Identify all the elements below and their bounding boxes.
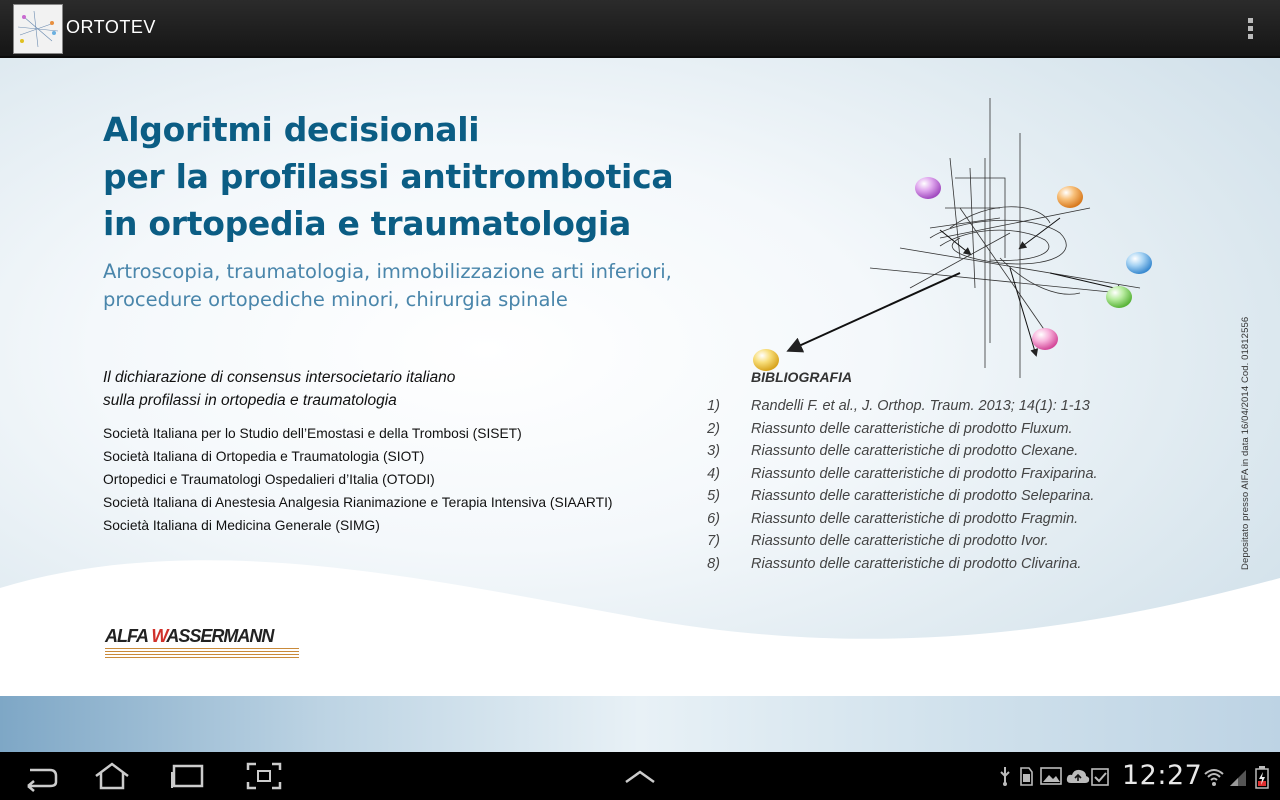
chevron-up-icon[interactable]: [622, 760, 658, 792]
battery-icon: [1254, 766, 1270, 790]
recent-apps-icon[interactable]: [168, 760, 208, 792]
app-title: ORTOTEV: [66, 17, 156, 37]
bibliography-number: 2): [707, 420, 720, 437]
consensus-line: sulla profilassi in ortopedia e traumatologia: [103, 392, 397, 409]
bibliography-number: 3): [707, 443, 720, 459]
logo-stripes: [105, 648, 299, 660]
society-item: Società Italiana per lo Studio dell’Emostasi e della Trombosi (SISET): [103, 426, 522, 441]
yellow-sphere: [753, 349, 779, 371]
societies-list: [103, 422, 613, 537]
consensus-statement: [103, 366, 455, 412]
orange-sphere: [1057, 186, 1083, 208]
home-icon[interactable]: [92, 760, 132, 792]
bibliography-text: Riassunto delle caratteristiche di prodotto Fluxum.: [751, 420, 1073, 437]
bibliography-text: Riassunto delle caratteristiche di prodotto Clexane.: [751, 443, 1079, 459]
status-clock: 12:27: [1122, 760, 1203, 791]
bibliography-text: Riassunto delle caratteristiche di prodotto Ivor.: [751, 533, 1049, 549]
bibliography-number: 1): [707, 398, 720, 414]
bibliography-number: 4): [707, 465, 720, 482]
society-item: Società Italiana di Medicina Generale (SIMG): [103, 518, 380, 533]
bibliography-text: Riassunto delle caratteristiche di prodotto Fragmin.: [751, 510, 1079, 527]
title-line: per la profilassi antitrombotica: [103, 157, 674, 196]
document-title: [103, 106, 673, 247]
cloud-upload-icon: [1065, 766, 1091, 786]
signal-icon: [1228, 766, 1248, 788]
purple-sphere: [915, 177, 941, 199]
document-subtitle: [103, 258, 672, 314]
bibliography-text: Randelli F. et al., J. Orthop. Traum. 2013; 14(1): 1-13: [751, 398, 1090, 414]
bibliography-text: Riassunto delle caratteristiche di prodotto Clivarina.: [751, 555, 1082, 572]
title-line: Algoritmi decisionali: [103, 110, 480, 149]
society-item: Società Italiana di Ortopedia e Traumatologia (SIOT): [103, 449, 425, 464]
bibliography-heading: BIBLIOGRAFIA: [751, 369, 853, 385]
task-done-icon: [1090, 766, 1110, 786]
system-navigation-bar: [0, 752, 1280, 800]
title-line: in ortopedia e traumatologia: [103, 204, 631, 243]
bibliography-number: 7): [707, 533, 720, 549]
consensus-line: Il dichiarazione di consensus intersocietario italiano: [103, 369, 456, 386]
logo-text: ALFA WASSERMANN: [105, 626, 274, 646]
deposit-note: Depositato presso AIFA in data 16/04/2014 Cod. 01812556: [1240, 316, 1251, 570]
wifi-icon: [1203, 766, 1225, 788]
society-item: Società Italiana di Anestesia Analgesia Rianimazione e Terapia Intensiva (SIAARTI): [103, 495, 613, 510]
bibliography-number: 5): [707, 488, 720, 504]
document-cover: [0, 58, 1280, 752]
alfa-wassermann-logo: [105, 626, 301, 662]
footer-band: [0, 696, 1280, 752]
app-icon[interactable]: [13, 4, 63, 54]
bibliography-number: 6): [707, 510, 720, 527]
green-sphere: [1106, 286, 1132, 308]
blue-sphere: [1126, 252, 1152, 274]
action-bar: [0, 0, 1280, 58]
subtitle-line: procedure ortopediche minori, chirurgia spinale: [103, 288, 568, 311]
society-item: Ortopedici e Traumatologi Ospedalieri d’Italia (OTODI): [103, 472, 435, 487]
sd-card-icon: [1018, 766, 1034, 786]
bibliography-text: Riassunto delle caratteristiche di prodotto Seleparina.: [751, 488, 1095, 504]
screenshot-icon[interactable]: [244, 760, 284, 792]
gallery-icon: [1040, 766, 1062, 786]
pink-sphere: [1032, 328, 1058, 350]
algorithm-diagram-illustration: [740, 88, 1180, 388]
overflow-menu-icon[interactable]: [1240, 15, 1260, 41]
bibliography-number: 8): [707, 555, 720, 572]
usb-icon: [997, 766, 1013, 786]
bibliography-text: Riassunto delle caratteristiche di prodotto Fraxiparina.: [751, 465, 1098, 482]
back-icon[interactable]: [20, 760, 60, 792]
subtitle-line: Artroscopia, traumatologia, immobilizzazione arti inferiori,: [103, 260, 672, 283]
